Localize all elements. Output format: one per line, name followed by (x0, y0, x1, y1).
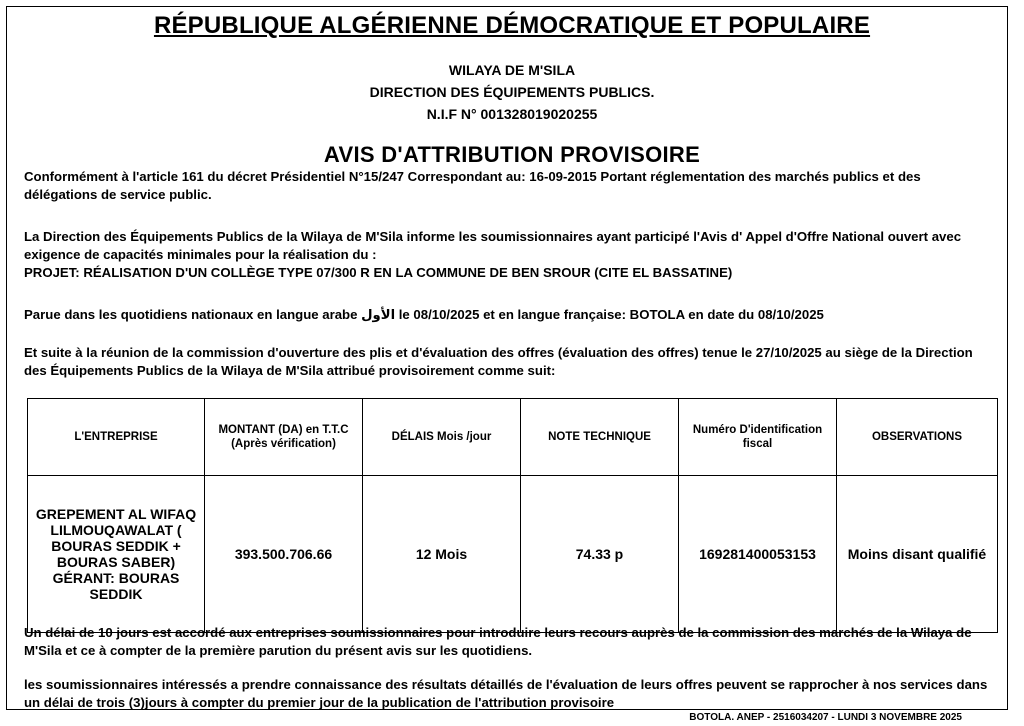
direction-line: DIRECTION DES ÉQUIPEMENTS PUBLICS. (369, 84, 655, 100)
paragraph-3 (24, 306, 992, 325)
cell-entreprise: GREPEMENT AL WIFAQ LILMOUQAWALAT ( BOURAS SEDDIK + BOURAS SABER) GÉRANT: BOURAS SEDDIK (28, 476, 205, 633)
republic-title: RÉPUBLIQUE ALGÉRIENNE DÉMOCRATIQUE ET POPULAIRE (153, 12, 871, 39)
paragraph-3-before: Parue dans les quotidiens nationaux en langue arabe (24, 307, 358, 322)
project-line: PROJET: RÉALISATION D'UN COLLÈGE TYPE 07/300 R EN LA COMMUNE DE BEN SROUR (CITE EL BASSATINE) (24, 265, 733, 280)
cell-delais: 12 Mois (363, 476, 521, 633)
nif-line: N.I.F N° 001328019020255 (426, 106, 598, 122)
header-delais: DÉLAIS Mois /jour (363, 399, 521, 476)
footer-reference: BOTOLA. ANEP - 2516034207 - LUNDI 3 NOVEMBRE 2025 (689, 712, 962, 723)
table-row (28, 476, 998, 633)
paragraph-2 (24, 228, 992, 282)
header-note-technique: NOTE TECHNIQUE (521, 399, 679, 476)
arabic-newspaper: الأول (361, 308, 396, 323)
wilaya-line: WILAYA DE M'SILA (448, 62, 576, 78)
header-montant: MONTANT (DA) en T.T.C (Après vérification) (205, 399, 363, 476)
notice-title: AVIS D'ATTRIBUTION PROVISOIRE (323, 142, 701, 167)
paragraph-5: Un délai de 10 jours est accordé aux entreprises soumissionnaires pour introduire leurs recours auprès de la commission des marchés de la Wilaya de M'Sila et ce à compter de la première parution du présent avis sur les quotidiens. (24, 625, 972, 658)
paragraph-4: Et suite à la réunion de la commission d'ouverture des plis et d'évaluation des offres (évaluation des offres) tenue le 27/10/2025 au siège de la Direction des Équipements Publics de la Wilaya de M'Sila attribué provisoirement comme suit: (24, 345, 973, 378)
paragraph-2-text: La Direction des Équipements Publics de la Wilaya de M'Sila informe les soumissionnaires ayant participé l'Avis d' Appel d'Offre National ouvert avec exigence de capacités minimales pour la réalisation du : (24, 229, 962, 262)
header-nif: Numéro D'identification fiscal (679, 399, 837, 476)
cell-montant: 393.500.706.66 (205, 476, 363, 633)
cell-note-technique: 74.33 p (521, 476, 679, 633)
paragraph-6: les soumissionnaires intéressés a prendre connaissance des résultats détaillés de l'évaluation de leurs offres peuvent se rapprocher à nos services dans un délai de trois (3)jours à compter du premier jour de la publication de l'attribution provisoire (24, 677, 988, 710)
paragraph-3-after: le 08/10/2025 et en langue française: BOTOLA en date du 08/10/2025 (398, 307, 824, 322)
header-observations: OBSERVATIONS (837, 399, 998, 476)
attribution-table (27, 398, 998, 633)
paragraph-1: Conformément à l'article 161 du décret Présidentiel N°15/247 Correspondant au: 16-09-2015 Portant réglementation des marchés publics et des délégations de service public. (24, 169, 921, 202)
cell-observations: Moins disant qualifié (837, 476, 998, 633)
header-entreprise: L'ENTREPRISE (28, 399, 205, 476)
cell-nif: 169281400053153 (679, 476, 837, 633)
table-header-row (28, 399, 998, 476)
